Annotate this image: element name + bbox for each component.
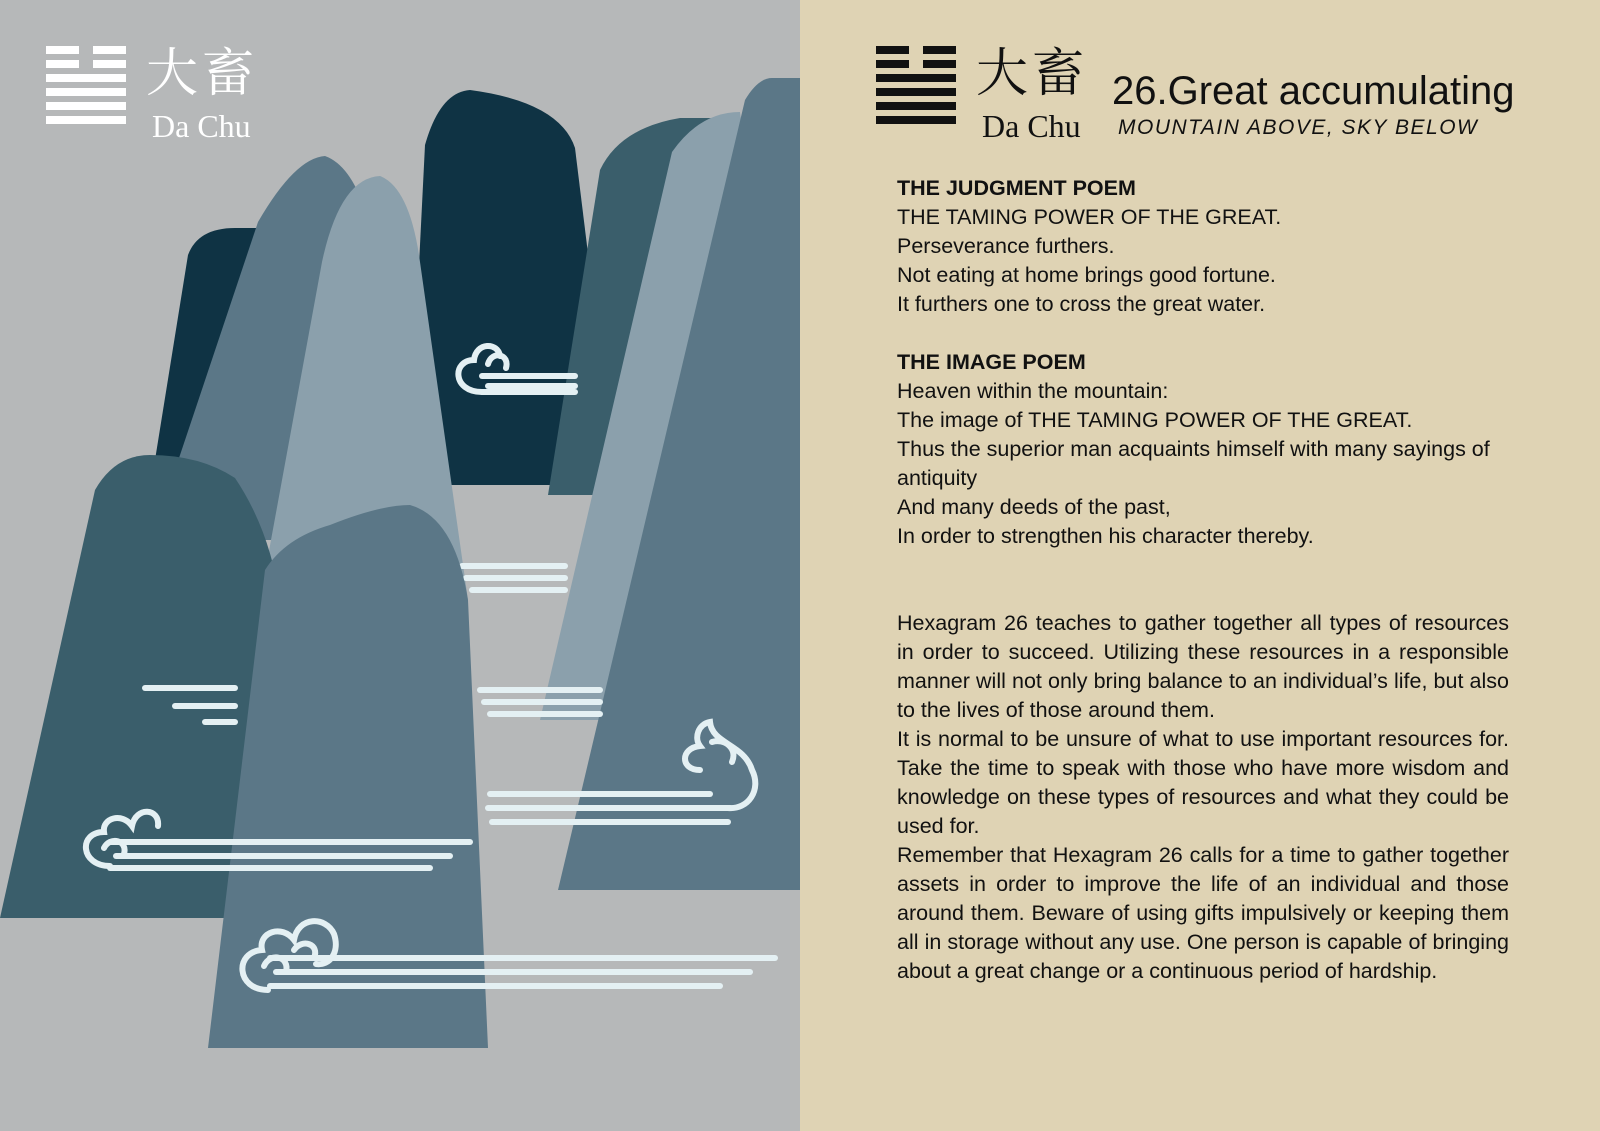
description-paragraph: Hexagram 26 teaches to gather together all types of resources in order to succeed. Utilizing these resources in a responsible manner will not only bring balance to an individual’s life, but also to the lives of those around them. xyxy=(897,611,1509,722)
hexagram-line-broken xyxy=(46,60,126,68)
judgment-line: Perseverance furthers. xyxy=(897,234,1115,258)
judgment-line: Not eating at home brings good fortune. xyxy=(897,263,1276,287)
hexagram-line-solid xyxy=(46,74,126,82)
hexagram-line-broken xyxy=(876,60,956,68)
image-poem-line: In order to strengthen his character thereby. xyxy=(897,524,1314,548)
judgment-heading: THE JUDGMENT POEM xyxy=(897,176,1136,200)
hexagram-text xyxy=(897,174,1509,986)
hexagram-line-solid xyxy=(46,102,126,110)
hexagram-line-broken xyxy=(46,46,126,54)
hexagram-description xyxy=(897,609,1509,986)
text-panel xyxy=(800,0,1600,1131)
hexagram-romanization: Da Chu xyxy=(152,108,251,144)
hexagram-chinese-characters: 大畜 xyxy=(146,44,259,104)
hexagram-line-solid xyxy=(876,102,956,110)
description-paragraph: Remember that Hexagram 26 calls for a time to gather together assets in order to improve the life of an individual and those around them. Beware of using gifts impulsively or keeping them all in storage without any use. One person is capable of bringing about a great change or a continuous period of hardship. xyxy=(897,843,1509,983)
image-poem-line: The image of THE TAMING POWER OF THE GREAT. xyxy=(897,408,1413,432)
image-poem-line: And many deeds of the past, xyxy=(897,495,1171,519)
hexagram-line-solid xyxy=(876,74,956,82)
hexagram-line-solid xyxy=(46,116,126,124)
hexagram-title: 26.Great accumulating xyxy=(1112,69,1515,113)
image-poem-heading: THE IMAGE POEM xyxy=(897,350,1086,374)
hexagram-line-solid xyxy=(876,88,956,96)
hexagram-romanization: Da Chu xyxy=(982,108,1081,144)
description-paragraph: It is normal to be unsure of what to use important resources for. Take the time to speak with those who have more wisdom and knowledge on these types of resources and what they could be used for. xyxy=(897,727,1509,838)
image-poem xyxy=(897,348,1509,551)
hexagram-line-broken xyxy=(876,46,956,54)
image-poem-line: Heaven within the mountain: xyxy=(897,379,1169,403)
judgment-line: THE TAMING POWER OF THE GREAT. xyxy=(897,205,1282,229)
hexagram-symbol-black xyxy=(876,46,956,130)
image-poem-line: Thus the superior man acquaints himself with many sayings of antiquity xyxy=(897,437,1490,490)
hexagram-line-solid xyxy=(876,116,956,124)
hexagram-symbol-white xyxy=(46,46,126,130)
hexagram-line-solid xyxy=(46,88,126,96)
hexagram-subtitle: MOUNTAIN ABOVE, SKY BELOW xyxy=(1118,116,1479,139)
judgment-poem xyxy=(897,174,1509,319)
judgment-line: It furthers one to cross the great water. xyxy=(897,292,1266,316)
hexagram-chinese-characters: 大畜 xyxy=(976,44,1089,104)
